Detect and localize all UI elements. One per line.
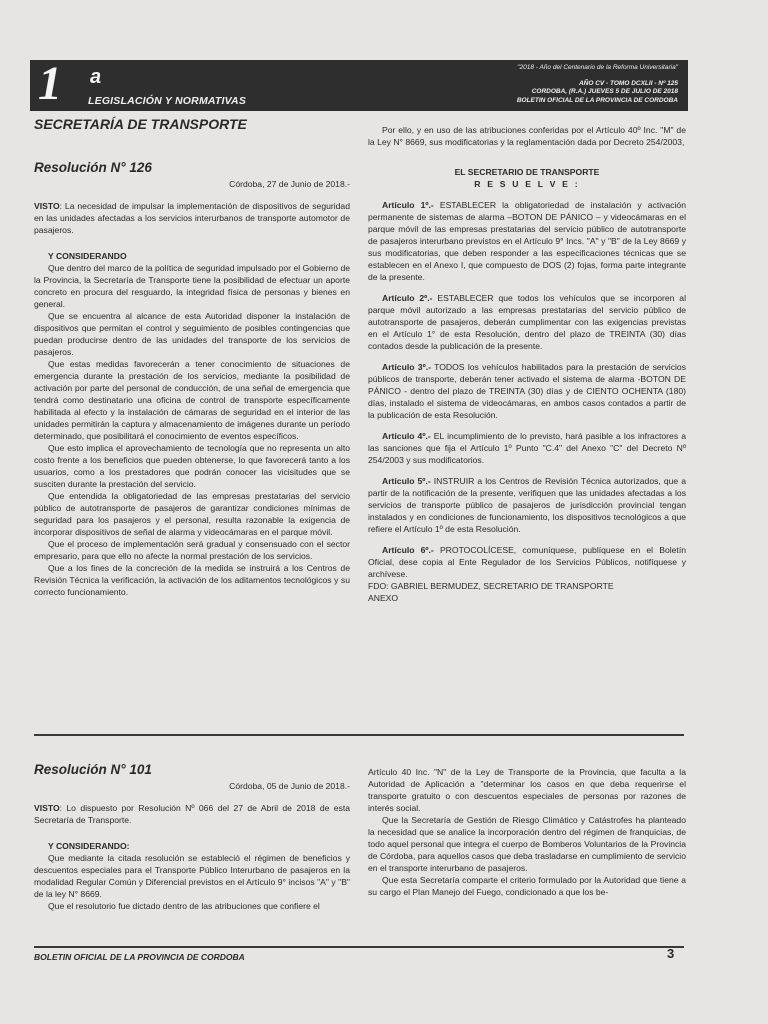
res101-title: Resolución N° 101 — [34, 762, 152, 777]
res126-por-ello: Por ello, y en uso de las atribuciones conferidas por el Artículo 40º Inc. "M" de la Ley N° 8669, sus modificatorias y la reglamentación dada por Decreto 254/2003, — [368, 125, 686, 147]
issue-superscript: a — [90, 66, 102, 88]
res126-paragraph: Que se encuentra al alcance de esta Autoridad disponer la instalación de dispositivos que permitan el control y seguimiento de posibles contingencias que puedan producirse dentro de las unidades del transporte de los servicios de pasajeros. — [34, 311, 350, 357]
header-date: CORDOBA, (R.A.) JUEVES 5 DE JULIO DE 2018 — [531, 88, 678, 95]
res126-paragraph: Que el proceso de implementación será gradual y consensuado con el sector empresario, para que ello no afecte la normal prestación de los servicios. — [34, 539, 350, 561]
res126-article-5: Artículo 5º.- INSTRUIR a los Centros de Revisión Técnica autorizados, que a partir de la notificación de la presente, verifiquen que las unidades afectadas a los servicios de transporte público de pasajeros de jurisdicción provincial tengan instalados y en condiciones de funcionamiento, los dispositivos tecnológicos a que refiere el Artículo 1º de esta Resolución. — [368, 476, 686, 534]
res126-resuelve: R E S U E L V E : — [474, 179, 580, 189]
header-motto: "2018 - Año del Centenario de la Reforma Universitaria" — [517, 64, 678, 71]
res126-secretario: EL SECRETARIO DE TRANSPORTE — [454, 167, 600, 177]
header-volume: AÑO CV - TOMO DCXLII - Nº 125 — [578, 79, 678, 87]
section-title: SECRETARÍA DE TRANSPORTE — [34, 116, 247, 132]
res101-right-column — [368, 766, 686, 898]
footer-bulletin: BOLETIN OFICIAL DE LA PROVINCIA DE CORDOBA — [34, 952, 245, 962]
res126-anexo: ANEXO — [368, 593, 399, 603]
res126-left-column — [34, 162, 350, 598]
page-number: 3 — [667, 946, 675, 961]
res126-considerando: Y CONSIDERANDO — [48, 251, 127, 261]
header-bar — [30, 57, 688, 111]
res126-article-2: Artículo 2º.- ESTABLECER que todos los vehículos que se incorporen al parque móvil autorizado a las empresas prestatarias del servicio público de autotransporte de pasajeros, deberán cumplimentar con las exigencias previstas en el Artículo 1° de esta Resolución, dentro del plazo de TREINTA (30) días contados desde la publicación de la presente. — [368, 293, 686, 351]
header-section: LEGISLACIÓN Y NORMATIVAS — [88, 95, 247, 107]
res101-paragraph: Artículo 40 Inc. "N" de la Ley de Transporte de la Provincia, que faculta a la Autoridad de Aplicación a "determinar los casos en que deba requerirse el transporte gratuito o con descuentos especiales de personas por razones de interés social. — [368, 767, 686, 813]
res101-left-column — [34, 764, 350, 912]
res101-paragraph: Que la Secretaría de Gestión de Riesgo Climático y Catástrofes ha planteado la necesidad que se analice la incorporación dentro del régimen de franquicias, de todo aquel personal que integra el cuerpo de Bomberos Voluntarios de la Provincia de Córdoba, para aquellos casos que deba trasladarse en cumplimiento de servicio en el transporte interurbano de pasajeros. — [368, 815, 686, 873]
footer-rule — [34, 946, 684, 948]
res126-paragraph: Que estas medidas favorecerán a tener conocimiento de situaciones de emergencia durante la prestación de los servicios, mediante la posibilidad de activación por parte del personal de conducción, de una señal de emergencia que tendrá como destinatario una oficina de control de transporte específicamente habilitada al efecto y la instalación de cámaras de seguridad en el interior de las unidades permitirán la captura y almacenamiento de imágenes durante un período determinado, que posibilitará el conocimiento de eventos específicos. — [34, 359, 350, 441]
res126-article-4: Artículo 4º.- EL incumplimiento de lo previsto, hará pasible a los infractores a las sanciones que fija el Artículo 1º Punto "C.4" del Anexo "C" del Decreto Nº 254/2003 y sus modificatorios. — [368, 431, 686, 465]
header-info — [517, 64, 678, 105]
res126-right-column — [368, 124, 686, 604]
res101-visto: VISTO: Lo dispuesto por Resolución Nº 066 del 27 de Abril de 2018 de esta Secretaría de Transporte. — [34, 803, 350, 825]
res126-date: Córdoba, 27 de Junio de 2018.- — [229, 179, 350, 189]
res126-visto: VISTO: La necesidad de impulsar la implementación de dispositivos de seguridad en las unidades afectadas a los servicios interurbanos de transporte automotor de pasajeros. — [34, 201, 350, 235]
res101-paragraph: Que mediante la citada resolución se estableció el régimen de beneficios y descuentos especiales para el Transporte Público Interurbano de pasajeros en la modalidad Regular Común y Diferencial previstos en el Artículo 9° incisos "A" y "B" de la ley N° 8669. — [34, 853, 350, 899]
res101-paragraph: Que el resolutorio fue dictado dentro de las atribuciones que confiere el — [48, 901, 320, 911]
res126-title: Resolución N° 126 — [34, 160, 152, 175]
header-bulletin: BOLETIN OFICIAL DE LA PROVINCIA DE CORDOBA — [516, 96, 678, 104]
res126-paragraph: Que entendida la obligatoriedad de las empresas prestatarias del servicio público de autotransporte de pasajeros de garantizar condiciones mínimas de seguridad para los pasajeros y el personal, resulta razonable la exigencia de incorporar dispositivos de señal de alarma y videocámaras en el parque móvil. — [34, 491, 350, 537]
res101-paragraph: Que esta Secretaría comparte el criterio formulado por la Autoridad que tiene a su cargo el Plan Manejo del Fuego, condicionado a que los be- — [368, 875, 686, 897]
res126-signature: FDO: GABRIEL BERMUDEZ, SECRETARIO DE TRANSPORTE — [368, 581, 614, 591]
res126-paragraph: Que esto implica el aprovechamiento de tecnología que no representa un alto costo frente a los beneficios que pueden obtenerse, lo que favorecerá tanto a los usuarios, como a los prestadores que podrán conocer las vicisitudes que se susciten durante la prestación del servicio. — [34, 443, 350, 489]
issue-number: 1 — [38, 57, 62, 110]
res126-paragraph: Que dentro del marco de la política de seguridad impulsado por el Gobierno de la Provincia, la Secretaría de Transporte tiene la posibilidad de efectuar un aporte concreto en procura del resguardo, la integridad física de personas y bienes en general. — [34, 263, 350, 309]
res101-considerando: Y CONSIDERANDO: — [48, 841, 130, 851]
res126-article-1: Artículo 1º.- ESTABLECER la obligatoriedad de instalación y activación permanente de sistemas de alarma –BOTON DE PÁNICO – y videocámaras en el parque móvil de las empresas prestatarias del servicio público de autotransporte de pasajeros interurbano previstos en el Artículo 9° Incs. "A" y "B" de la Ley 8669 y sus modificatorias, que deben responder a las especificaciones técnicas que se establecen en el Anexo I, que compuesto de DOS (2) fojas, forma parte integrante de la presente. — [368, 200, 686, 282]
res101-date: Córdoba, 05 de Junio de 2018.- — [229, 781, 350, 791]
res126-article-6: Artículo 6º.- PROTOCOLÍCESE, comuníquese, publíquese en el Boletín Oficial, dese copia al Ente Regulador de los Servicios Públicos, notifíquese y archívese. — [368, 545, 686, 579]
res126-paragraph: Que a los fines de la concreción de la medida se instruirá a los Centros de Revisión Técnica la verificación, la activación de los aditamentos tecnológicos y su correcto funcionamiento. — [34, 563, 350, 597]
res126-article-3: Artículo 3º.- TODOS los vehículos habilitados para la prestación de servicios públicos de transporte, deberán tener activado el sistema de alarma -BOTON DE PÁNICO - dentro del plazo de TREINTA (30) días y de CIENTO OCHENTA (180) días, instalado el sistema de videocámaras, en ambos casos contados a partir de la publicación de esta Resolución. — [368, 362, 687, 420]
section-divider — [34, 734, 684, 736]
